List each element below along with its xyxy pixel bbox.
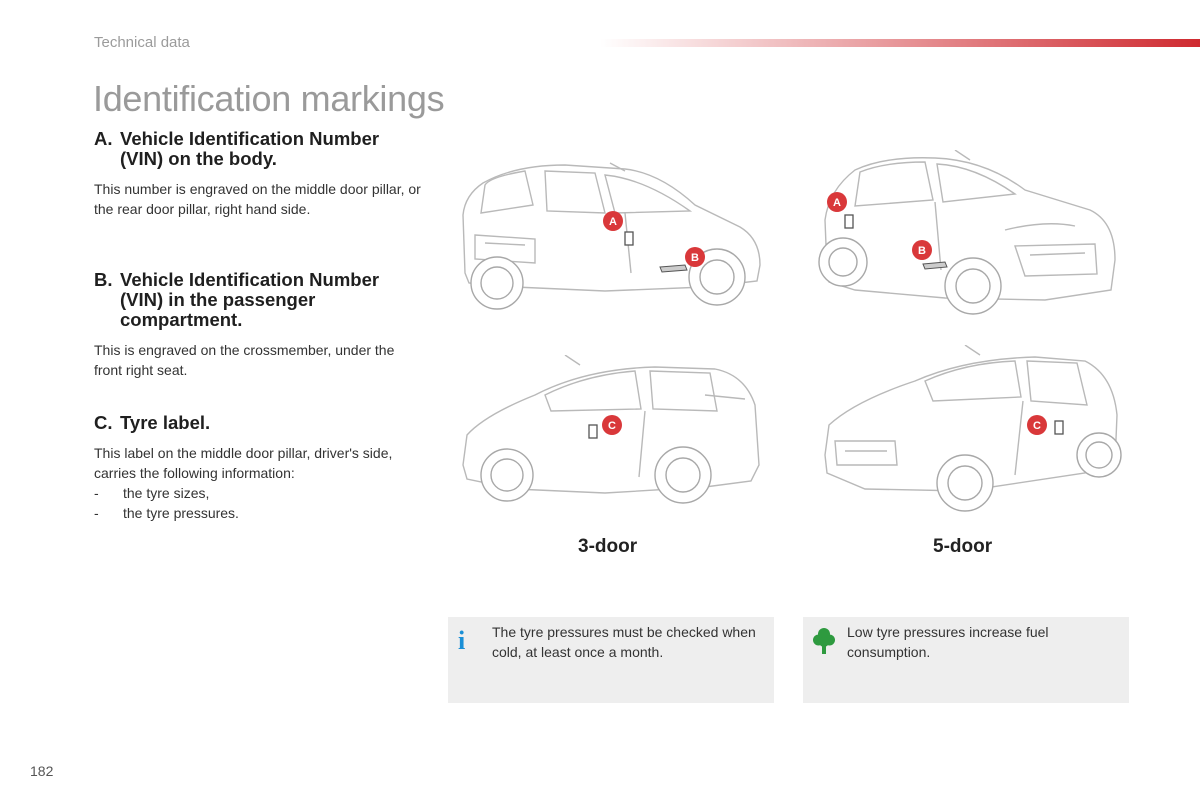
item-a-title: Vehicle Identification Number (VIN) on the body. (120, 128, 380, 169)
car-3door-rear-illustration (455, 155, 770, 315)
car-5door-side-illustration (815, 345, 1125, 515)
item-c-letter: C. (94, 412, 113, 433)
caption-3door: 3-door (578, 536, 638, 557)
item-b-body: This is engraved on the crossmember, under the front right seat. (94, 342, 395, 378)
page-number: 182 (30, 763, 54, 779)
item-a (94, 129, 424, 219)
item-c-list (94, 483, 424, 523)
eco-tree-icon (813, 627, 835, 655)
marker-a-label: A (833, 197, 841, 209)
page-title: Identification markings (93, 78, 445, 119)
marker-c-label: C (1033, 420, 1041, 432)
marker-b-label: B (918, 245, 926, 257)
item-b-letter: B. (94, 269, 113, 290)
eco-note-text: Low tyre pressures increase fuel consumption. (847, 624, 1049, 660)
marker-c-label: C (608, 420, 616, 432)
item-c-heading (94, 413, 424, 433)
item-b-heading (94, 270, 424, 330)
list-item: - the tyre pressures. (94, 505, 239, 521)
marker-b-label: B (691, 252, 699, 264)
info-note-text: The tyre pressures must be checked when cold, at least once a month. (492, 624, 756, 660)
item-c-body: This label on the middle door pillar, driver's side, carries the following information: (94, 445, 393, 481)
item-a-letter: A. (94, 128, 113, 149)
item-c (94, 413, 424, 523)
header-accent-bar (600, 39, 1200, 47)
list-item: - the tyre sizes, (94, 485, 210, 501)
info-icon: i (458, 626, 466, 655)
item-b (94, 270, 424, 380)
info-note (448, 617, 774, 703)
item-c-title: Tyre label. (120, 412, 211, 433)
caption-5door: 5-door (933, 536, 993, 557)
item-a-heading (94, 129, 424, 169)
marker-a-label: A (609, 216, 617, 228)
car-3door-side-illustration (455, 355, 770, 515)
section-label: Technical data (94, 34, 190, 51)
eco-note (803, 617, 1129, 703)
car-5door-front-illustration (815, 150, 1125, 315)
item-a-body: This number is engraved on the middle door pillar, or the rear door pillar, right hand side. (94, 181, 421, 217)
item-b-title: Vehicle Identification Number (VIN) in the passenger compartment. (120, 269, 380, 330)
